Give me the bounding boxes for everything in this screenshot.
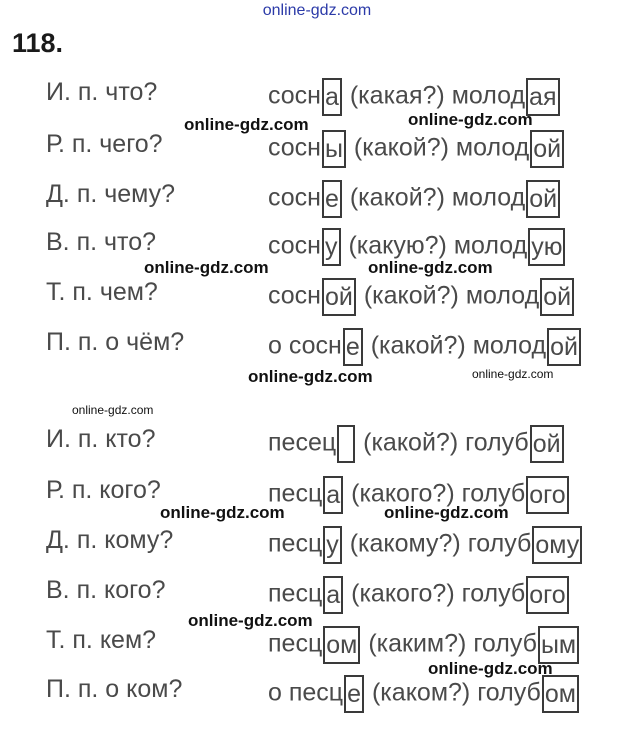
adjective-stem: молод <box>451 183 526 212</box>
noun-stem: сосн <box>288 331 342 360</box>
phrase <box>268 425 565 463</box>
noun-ending-box <box>337 425 355 463</box>
adjective-stem: голуб <box>467 529 532 558</box>
question-word: (какой?) <box>349 183 445 212</box>
phrase <box>268 328 582 366</box>
preposition: о <box>268 331 289 360</box>
adjective-stem: голуб <box>461 579 526 608</box>
declension-row <box>0 476 634 516</box>
phrase <box>268 130 565 168</box>
case-label: В. п. что? <box>46 228 156 256</box>
adjective-ending-box: ым <box>538 626 579 664</box>
adjective-ending-box: ой <box>526 180 560 218</box>
question-word: (какой?) <box>363 428 459 457</box>
case-label: Р. п. чего? <box>46 130 163 158</box>
watermark: online-gdz.com <box>144 258 269 277</box>
declension-row <box>0 526 634 566</box>
watermark: online-gdz.com <box>188 611 313 630</box>
phrase <box>268 180 561 218</box>
adjective-ending-box: ую <box>528 228 565 266</box>
case-label: П. п. о ком? <box>46 675 183 703</box>
declension-row <box>0 328 634 368</box>
noun-ending-box: а <box>323 476 343 514</box>
question-word: (какой?) <box>363 281 459 310</box>
case-label: И. п. что? <box>46 78 158 106</box>
question-word: (какую?) <box>348 231 447 260</box>
watermark: online-gdz.com <box>72 403 154 417</box>
question-word: (какому?) <box>349 529 461 558</box>
declension-row <box>0 576 634 616</box>
adjective-stem: молод <box>465 281 540 310</box>
noun-stem: сосн <box>268 231 321 260</box>
noun-stem: сосн <box>268 81 321 110</box>
declension-row <box>0 278 634 318</box>
adjective-stem: молод <box>472 331 547 360</box>
watermark: online-gdz.com <box>428 659 553 678</box>
noun-ending-box: ы <box>322 130 346 168</box>
phrase <box>268 675 580 713</box>
adjective-ending-box: ой <box>547 328 581 366</box>
noun-stem: песец <box>268 428 337 457</box>
question-word: (какая?) <box>349 81 445 110</box>
noun-stem: песц <box>288 678 344 707</box>
case-label: Т. п. чем? <box>46 278 158 306</box>
watermark: online-gdz.com <box>368 258 493 277</box>
declension-row <box>0 425 634 465</box>
watermark: online-gdz.com <box>160 503 285 522</box>
noun-stem: песц <box>268 479 323 508</box>
declension-row <box>0 228 634 268</box>
watermark: online-gdz.com <box>384 503 509 522</box>
site-header-watermark: online-gdz.com <box>262 2 372 19</box>
noun-stem: песц <box>268 629 323 658</box>
adjective-stem: голуб <box>461 479 526 508</box>
noun-ending-box: у <box>322 228 341 266</box>
case-label: П. п. о чём? <box>46 328 185 356</box>
case-label: Д. п. чему? <box>46 180 176 208</box>
adjective-ending-box: ом <box>542 675 579 713</box>
question-word: (какой?) <box>370 331 466 360</box>
adjective-ending-box: ого <box>526 576 568 614</box>
adjective-ending-box: ой <box>530 130 564 168</box>
phrase <box>268 526 583 564</box>
noun-ending-box: а <box>323 576 343 614</box>
declension-row <box>0 78 634 118</box>
declension-row <box>0 675 634 715</box>
phrase <box>268 576 570 614</box>
noun-ending-box: а <box>322 78 342 116</box>
adjective-stem: голуб <box>477 678 541 707</box>
adjective-ending-box: ого <box>526 476 568 514</box>
watermark: online-gdz.com <box>184 115 309 134</box>
noun-ending-box: е <box>322 180 342 218</box>
preposition: о <box>268 678 289 707</box>
declension-row <box>0 180 634 220</box>
case-label: И. п. кто? <box>46 425 156 453</box>
adjective-ending-box: ая <box>526 78 559 116</box>
adjective-ending-box: ому <box>532 526 582 564</box>
adjective-stem: голуб <box>465 428 529 457</box>
watermark: online-gdz.com <box>248 367 373 386</box>
question-word: (какого?) <box>351 579 455 608</box>
adjective-stem: молод <box>453 231 528 260</box>
adjective-ending-box: ой <box>530 425 564 463</box>
question-word: (каком?) <box>371 678 471 707</box>
noun-stem: сосн <box>268 133 321 162</box>
case-label: Д. п. кому? <box>46 526 174 554</box>
watermark: online-gdz.com <box>472 367 554 381</box>
declension-row <box>0 130 634 170</box>
exercise-number: 118. <box>12 28 64 58</box>
case-label: Р. п. кого? <box>46 476 161 504</box>
noun-stem: песц <box>268 529 323 558</box>
noun-ending-box: е <box>343 328 363 366</box>
case-label: Т. п. кем? <box>46 626 157 654</box>
case-label: В. п. кого? <box>46 576 166 604</box>
adjective-stem: молод <box>451 81 526 110</box>
watermark: online-gdz.com <box>408 110 533 129</box>
noun-stem: песц <box>268 579 323 608</box>
question-word: (какой?) <box>353 133 449 162</box>
adjective-ending-box: ой <box>540 278 574 316</box>
noun-ending-box: ой <box>322 278 356 316</box>
question-word: (какого?) <box>351 479 455 508</box>
adjective-stem: молод <box>455 133 530 162</box>
phrase <box>268 278 575 316</box>
noun-ending-box: е <box>344 675 364 713</box>
noun-ending-box: у <box>323 526 342 564</box>
noun-stem: сосн <box>268 183 321 212</box>
adjective-stem: голуб <box>473 629 537 658</box>
noun-stem: сосн <box>268 281 321 310</box>
question-word: (каким?) <box>368 629 467 658</box>
noun-ending-box: ом <box>323 626 360 664</box>
